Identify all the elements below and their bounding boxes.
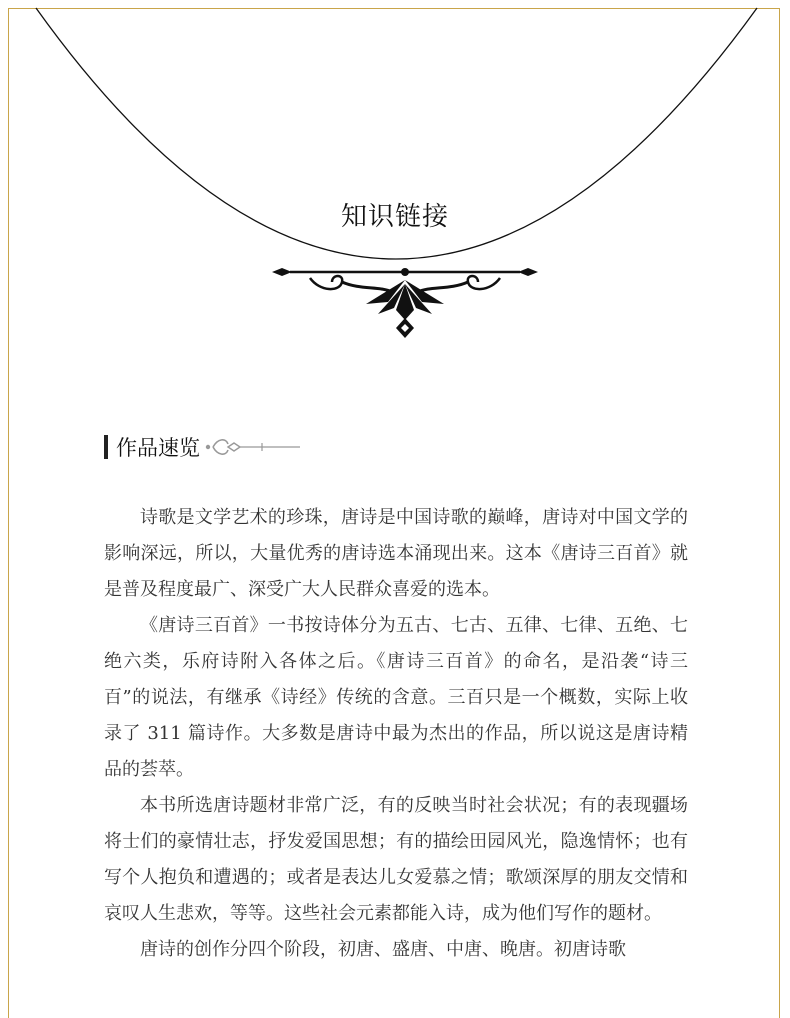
paragraph-3: 本书所选唐诗题材非常广泛，有的反映当时社会状况；有的表现疆场将士们的豪情壮志，抒发爱国思想；有的描绘田园风光，隐逸情怀；也有写个人抱负和遭遇的；或者是表达儿女爱慕之情；歌颂深厚的朋友交情和哀叹人生悲欢，等等。这些社会元素都能入诗，成为他们写作的题材。: [104, 795, 688, 924]
paragraph-1: 诗歌是文学艺术的珍珠，唐诗是中国诗歌的巅峰，唐诗对中国文学的影响深远，所以，大量优秀的唐诗选本涌现出来。这本《唐诗三百首》就是普及程度最广、深受广大人民群众喜爱的选本。: [104, 507, 688, 600]
paragraph-2: 《唐诗三百首》一书按诗体分为五古、七古、五律、七律、五绝、七绝六类，乐府诗附入各体之后。《唐诗三百首》的命名，是沿袭“诗三百”的说法，有继承《诗经》传统的含意。三百只是一个概数，实际上收录了 311 篇诗作。大多数是唐诗中最为杰出的作品，所以说这是唐诗精品的荟萃。: [104, 615, 688, 780]
paragraph-4: 唐诗的创作分四个阶段，初唐、盛唐、中唐、晚唐。初唐诗歌: [140, 939, 626, 960]
title-arc: [0, 0, 790, 300]
body-text: [104, 500, 688, 968]
section-heading: [104, 432, 300, 462]
section-flourish-icon: [204, 432, 300, 462]
page-title: 知识链接: [340, 202, 449, 232]
flourish-ornament-icon: [270, 262, 540, 342]
section-label: 作品速览: [116, 436, 200, 460]
section-marker-bar: [104, 435, 108, 459]
